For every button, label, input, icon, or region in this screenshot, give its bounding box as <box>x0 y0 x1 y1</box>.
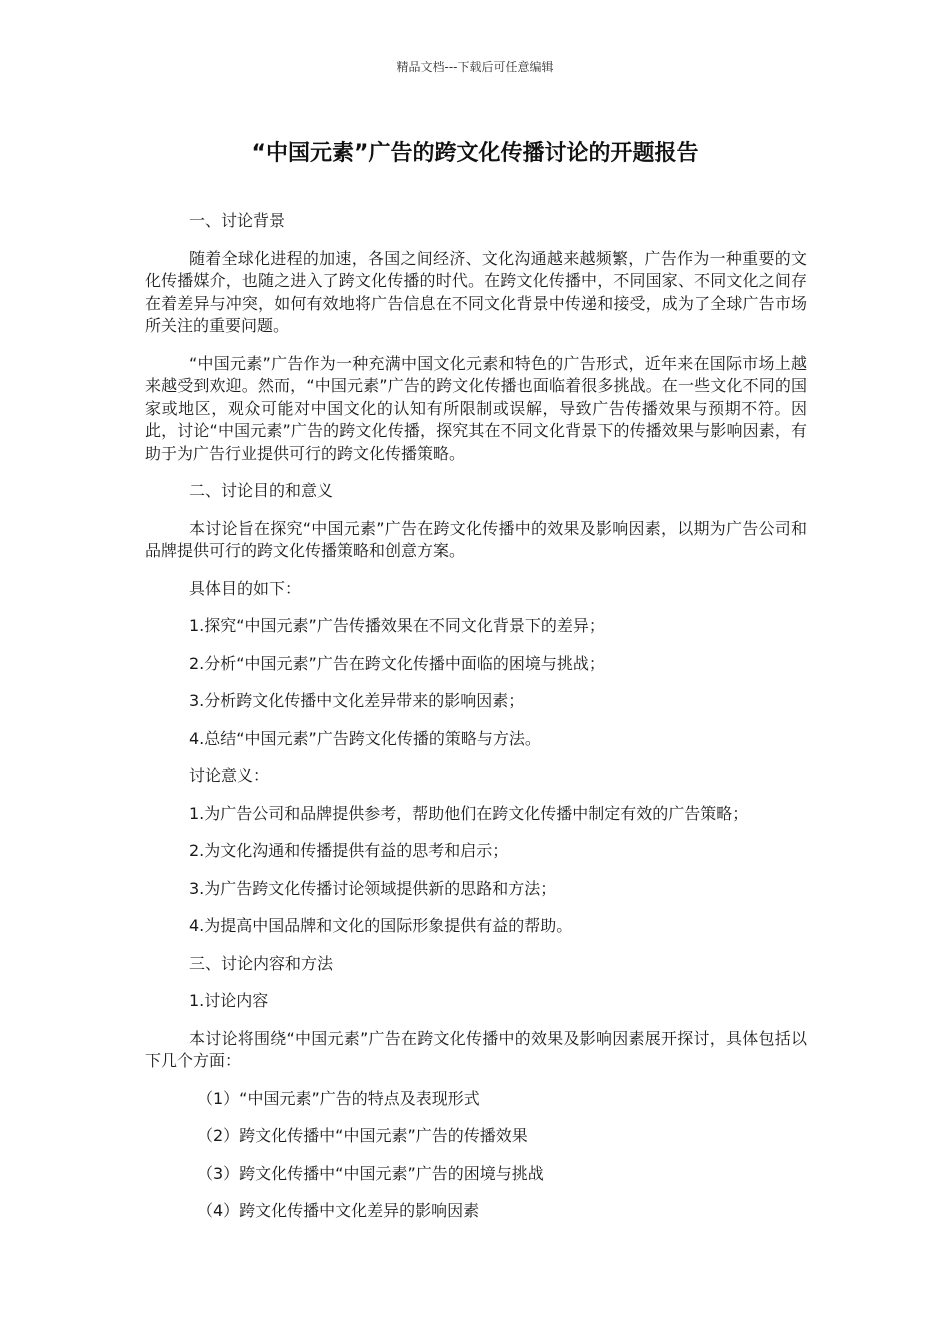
meaning-heading: 讨论意义： <box>189 766 270 785</box>
goal-item: 2.分析“中国元素”广告在跨文化传播中面临的困境与挑战； <box>189 653 605 673</box>
paragraph: 本讨论旨在探究“中国元素”广告在跨文化传播中的效果及影响因素，以期为广告公司和品牌提供可行的跨文化传播策略和创意方案。 <box>145 518 807 560</box>
document-title: “中国元素”广告的跨文化传播讨论的开题报告 <box>251 141 699 166</box>
goal-item: 1.探究“中国元素”广告传播效果在不同文化背景下的差异； <box>189 616 605 635</box>
subsection-heading: 1.讨论内容 <box>189 991 269 1010</box>
goal-item: 4.总结“中国元素”广告跨文化传播的策略与方法。 <box>189 728 541 748</box>
document-body <box>145 210 807 1238</box>
paragraph: “中国元素”广告作为一种充满中国文化元素和特色的广告形式，近年来在国际市场上越来越受到欢迎。然而，“中国元素”广告的跨文化传播也面临着很多挑战。在一些文化不同的国家或地区，观众可能对中国文化的认知有所限制或误解，导致广告传播效果与预期不符。因此，讨论“中国元素”广告的跨文化传播，探究其在不同文化背景下的传播效果与影响因素，有助于为广告行业提供可行的跨文化传播策略。 <box>145 353 807 463</box>
paragraph: 本讨论将围绕“中国元素”广告在跨文化传播中的效果及影响因素展开探讨，具体包括以下几个方面： <box>145 1028 807 1070</box>
meaning-item: 4.为提高中国品牌和文化的国际形象提供有益的帮助。 <box>189 916 573 935</box>
content-item: （3）跨文化传播中“中国元素”广告的困境与挑战 <box>197 1163 544 1183</box>
meaning-item: 1.为广告公司和品牌提供参考，帮助他们在跨文化传播中制定有效的广告策略； <box>189 803 749 823</box>
meaning-item: 3.为广告跨文化传播讨论领域提供新的思路和方法； <box>189 878 557 898</box>
goal-item: 3.分析跨文化传播中文化差异带来的影响因素； <box>189 691 525 710</box>
goals-heading: 具体目的如下： <box>189 578 302 598</box>
paragraph: 随着全球化进程的加速，各国之间经济、文化沟通越来越频繁，广告作为一种重要的文化传播媒介，也随之进入了跨文化传播的时代。在跨文化传播中，不同国家、不同文化之间存在着差异与冲突，如何有效地将广告信息在不同文化背景中传递和接受，成为了全球广告市场所关注的重要问题。 <box>145 248 807 335</box>
section-heading-background: 一、讨论背景 <box>189 211 286 230</box>
content-item: （4）跨文化传播中文化差异的影响因素 <box>197 1201 480 1220</box>
meaning-item: 2.为文化沟通和传播提供有益的思考和启示； <box>189 841 509 860</box>
content-item: （1）“中国元素”广告的特点及表现形式 <box>197 1088 480 1108</box>
page-header-note: 精品文档---下载后可任意编辑 <box>396 60 554 74</box>
section-heading-purpose: 二、讨论目的和意义 <box>189 481 334 500</box>
section-heading-content-method: 三、讨论内容和方法 <box>189 953 334 973</box>
content-item: （2）跨文化传播中“中国元素”广告的传播效果 <box>197 1126 528 1145</box>
